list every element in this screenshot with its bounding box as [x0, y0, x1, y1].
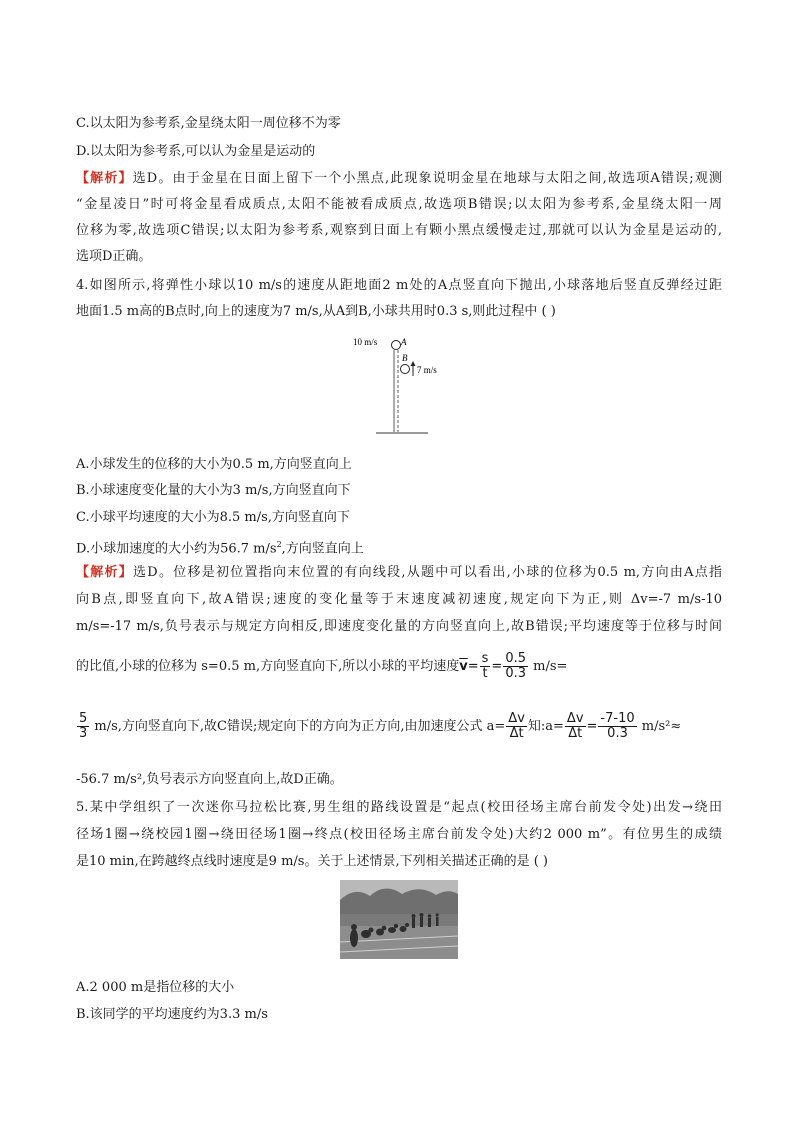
unit-ms: m/s=	[533, 659, 568, 674]
analysis-q3-line2: “金星凌日”时可将金星看成质点,太阳不能被看成质点,故选项B错误;以太阳为参考系,金星绕太阳一周	[76, 197, 722, 212]
analysis-q3-text1: 选D。由于金星在日面上留下一个小黑点,此现象说明金星在地球与太阳之间,故选项A错误;观测	[132, 171, 722, 186]
analysis-tag: 【解析】	[76, 171, 133, 186]
equals-3: =	[586, 719, 598, 734]
fraction-0.5-over-0.3	[503, 652, 528, 681]
frac4-num: Δv	[508, 711, 525, 726]
analysis-q3-line1	[76, 170, 722, 188]
vbar-symbol: $\overline{v}$	[459, 659, 468, 674]
analysis-q3-line4: 选项D正确。	[76, 249, 152, 264]
fraction-dv-over-dt-2	[565, 712, 586, 741]
ball-a	[392, 341, 401, 350]
marathon-start-photo	[340, 880, 458, 959]
option-q4-d-sup: 2	[276, 540, 282, 549]
frac3-num: 5	[79, 711, 88, 726]
analysis-q4-line3: m/s=-17 m/s,负号表示与规定方向相反,即速度变化量的方向竖直向上,故B错误;平均速度等于位移与时间	[76, 619, 722, 634]
option-q5-a: A.2 000 m是指位移的大小	[76, 980, 235, 995]
know-text: 知:a=	[527, 719, 564, 734]
option-q3-d: D.以太阳为参考系,可以认为金星是运动的	[76, 144, 316, 159]
analysis-q4-text4: 的比值,小球的位移为 s=0.5 m,方向竖直向下,所以小球的平均速度	[76, 659, 460, 674]
fraction-5-over-3	[77, 712, 89, 741]
question4-line2: 地面1.5 m高的B点时,向上的速度为7 m/s,从A到B,小球共用时0.3 s,则此过程中 ( )	[76, 304, 556, 319]
analysis-q4-line6: -56.7 m/s²,负号表示方向竖直向上,故D正确。	[76, 772, 343, 787]
option-q4-d-suffix: ,方向竖直向上	[281, 541, 364, 557]
analysis-q4-text5: m/s,方向竖直向下,故C错误;规定向下的方向为正方向,由加速度公式 a=	[90, 719, 506, 734]
ball-b	[401, 365, 410, 374]
fraction-minus7minus10-over-0.3	[598, 712, 636, 741]
label-b: B	[402, 353, 408, 363]
frac5-den: Δt	[568, 726, 583, 741]
frac5-num: Δv	[566, 711, 584, 726]
fraction-dv-over-dt	[506, 712, 527, 741]
analysis-q4-line5	[76, 712, 681, 742]
analysis-q4-text5-end: m/s²≈	[637, 719, 682, 734]
frac2-num: 0.5	[505, 651, 526, 666]
frac4-den: Δt	[509, 726, 524, 741]
label-a: A	[401, 337, 407, 347]
ball-bounce-figure	[340, 332, 440, 438]
frac1-num: s	[481, 651, 489, 666]
analysis-q4-line2: 向B点,即竖直向下,故A错误;速度的变化量等于末速度减初速度,规定向下为正,则 Δv=-7 m/s-10	[76, 592, 722, 607]
label-speed-up: 7 m/s	[417, 365, 437, 375]
analysis-q4-line4	[76, 652, 567, 682]
option-q4-d	[76, 536, 364, 558]
analysis-tag: 【解析】	[76, 565, 134, 580]
option-q4-a: A.小球发生的位移的大小为0.5 m,方向竖直向上	[76, 457, 352, 472]
analysis-q4-line1	[76, 564, 722, 582]
fraction-s-over-t	[480, 652, 491, 681]
option-q3-c: C.以太阳为参考系,金星绕太阳一周位移不为零	[76, 116, 341, 131]
analysis-q4-text1: 选D。位移是初位置指向末位置的有向线段,从题中可以看出,小球的位移为0.5 m,方向由A点指	[133, 565, 722, 580]
frac3-den: 3	[79, 726, 88, 741]
analysis-q3-line3: 位移为零,故选项C错误;以太阳为参考系,观察到日面上有颗小黑点缓慢走过,那就可以认为金星是运动的,	[76, 223, 722, 238]
option-q4-d-text: D.小球加速度的大小约为56.7 m/s	[76, 541, 277, 557]
option-q5-b: B.该同学的平均速度约为3.3 m/s	[76, 1007, 268, 1022]
arrow-up-head	[411, 361, 416, 366]
frac2-den: 0.3	[505, 666, 526, 681]
label-speed-down: 10 m/s	[353, 337, 378, 347]
equals-2: =	[491, 659, 503, 674]
option-q4-c: C.小球平均速度的大小为8.5 m/s,方向竖直向下	[76, 510, 350, 525]
frac6-num: -7-10	[600, 711, 635, 726]
question4-line1: 4.如图所示,将弹性小球以10 m/s的速度从距地面2 m处的A点竖直向下抛出,小球落地后竖直反弹经过距	[76, 278, 722, 293]
frac1-den: t	[482, 666, 488, 681]
frac6-den: 0.3	[607, 726, 628, 741]
option-q4-b: B.小球速度变化量的大小为3 m/s,方向竖直向下	[76, 483, 351, 498]
question5-line1: 5.某中学组织了一次迷你马拉松比赛,男生组的路线设置是“起点(校田径场主席台前发令处)出发→绕田	[76, 800, 722, 815]
question5-line2: 径场1圈→绕校园1圈→绕田径场1圈→终点(校田径场主席台前发令处)大约2 000 m”。有位男生的成绩	[76, 827, 722, 842]
question5-line3: 是10 min,在跨越终点线时速度是9 m/s。关于上述情景,下列相关描述正确的是 ( )	[76, 854, 548, 869]
equals-1: =	[467, 659, 479, 674]
